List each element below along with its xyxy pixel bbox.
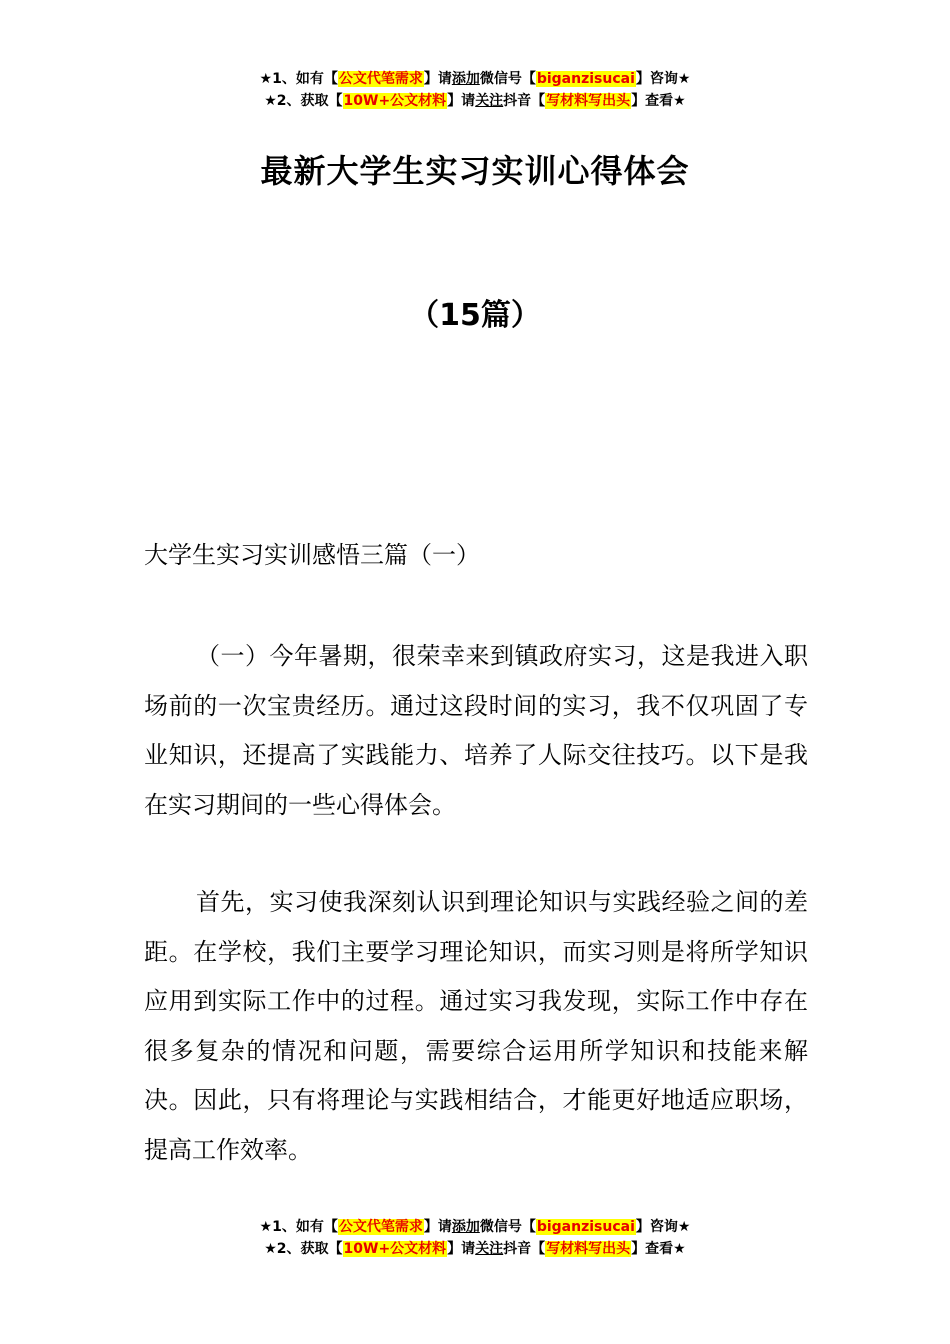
bottom-banner <box>0 1216 950 1260</box>
banner-text: 微信号【 <box>479 1219 536 1235</box>
banner-text: 】请 <box>447 1241 476 1257</box>
document-subtitle: （15篇） <box>409 298 541 333</box>
banner-text: 】请 <box>447 93 476 109</box>
banner-text: 抖音【 <box>503 93 546 109</box>
banner-text: 抖音【 <box>503 1241 546 1257</box>
section-heading: 大学生实习实训感悟三篇（一） <box>144 541 480 569</box>
banner-highlight: 公文代笔需求 <box>338 1219 423 1235</box>
banner-text: 微信号【 <box>479 71 536 87</box>
body-paragraph: 首先，实习使我深刻认识到理论知识与实践经验之间的差距。在学校，我们主要学习理论知识，而实习则是将所学知识应用到实际工作中的过程。通过实习我发现，实际工作中存在很多复杂的情况和问题，需要综合运用所学知识和技能来解决。因此，只有将理论与实践相结合，才能更好地适应职场，提高工作效率。 <box>144 888 808 1164</box>
banner-line-1 <box>0 1216 950 1238</box>
body-paragraph: （一）今年暑期，很荣幸来到镇政府实习，这是我进入职场前的一次宝贵经历。通过这段时间的实习，我不仅巩固了专业知识，还提高了实践能力、培养了人际交往技巧。以下是我在实习期间的一些心得体会。 <box>144 642 808 819</box>
banner-text: ★2、获取【 <box>264 1241 343 1257</box>
banner-text: ★2、获取【 <box>264 93 343 109</box>
banner-line-2 <box>0 1238 950 1260</box>
banner-text: 】咨询★ <box>635 1219 691 1235</box>
banner-highlight: 公文代笔需求 <box>338 71 423 87</box>
banner-highlight: biganzisucai <box>536 71 635 87</box>
banner-text: 】查看★ <box>631 93 686 109</box>
top-banner <box>0 68 950 112</box>
banner-emphasis: 关注 <box>475 1241 504 1257</box>
banner-line-1 <box>0 68 950 90</box>
banner-highlight: 10W+公文材料 <box>343 93 447 109</box>
banner-emphasis: 关注 <box>475 93 504 109</box>
banner-highlight: 写材料写出头 <box>546 1241 631 1257</box>
banner-line-2 <box>0 90 950 112</box>
banner-highlight: biganzisucai <box>536 1219 635 1235</box>
document-title: 最新大学生实习实训心得体会 <box>260 152 690 190</box>
banner-text: ★1、如有【 <box>259 71 338 87</box>
banner-highlight: 写材料写出头 <box>546 93 631 109</box>
banner-text: 】请 <box>423 71 452 87</box>
banner-text: 】查看★ <box>631 1241 686 1257</box>
banner-text: 】咨询★ <box>635 71 691 87</box>
banner-emphasis: 添加 <box>451 71 480 87</box>
banner-text: 】请 <box>423 1219 452 1235</box>
banner-text: ★1、如有【 <box>259 1219 338 1235</box>
banner-emphasis: 添加 <box>451 1219 480 1235</box>
banner-highlight: 10W+公文材料 <box>343 1241 447 1257</box>
